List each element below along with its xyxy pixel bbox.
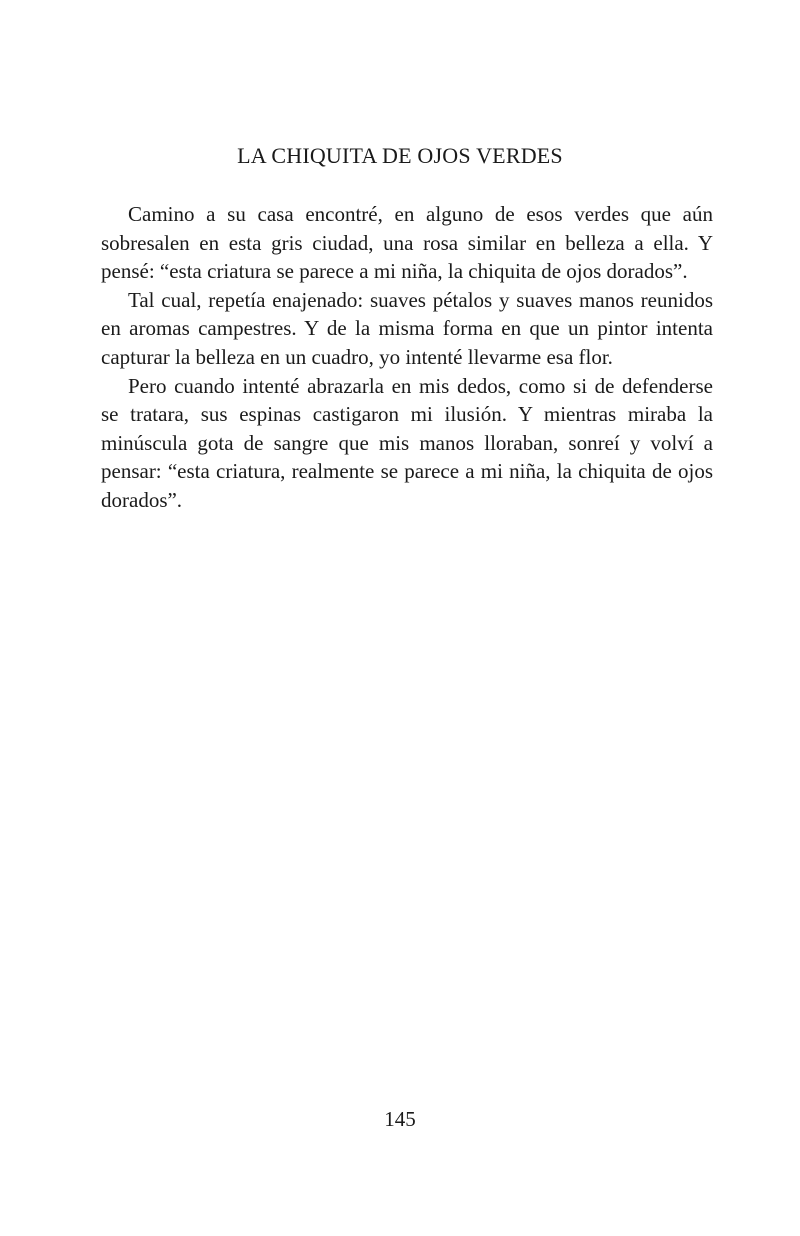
text-line: se tratara, sus espinas castigaron mi ilusión. Y mientras miraba la (101, 402, 713, 427)
page-number: 145 (384, 1107, 416, 1131)
paragraph-1 (101, 200, 713, 286)
text-line: en aromas campestres. Y de la misma forma en que un pintor intenta (101, 316, 713, 341)
chapter-body (101, 200, 713, 515)
chapter-title: LA CHIQUITA DE OJOS VERDES (237, 143, 563, 168)
paragraph-2 (101, 286, 713, 372)
text-line: minúscula gota de sangre que mis manos lloraban, sonreí y volví a (101, 430, 713, 455)
text-line: sobresalen en esta gris ciudad, una rosa similar en belleza a ella. Y (101, 230, 713, 255)
text-line: Pero cuando intenté abrazarla en mis dedos, como si de defenderse (128, 373, 713, 398)
text-line: pensé: “esta criatura se parece a mi niña, la chiquita de ojos dorados”. (101, 259, 688, 284)
text-line: capturar la belleza en un cuadro, yo intenté llevarme esa flor. (101, 344, 613, 369)
text-line: pensar: “esta criatura, realmente se parece a mi niña, la chiquita de ojos (101, 459, 713, 484)
text-line: Camino a su casa encontré, en alguno de esos verdes que aún (128, 202, 713, 226)
text-line: dorados”. (101, 487, 183, 512)
paragraph-3 (101, 372, 713, 515)
text-line: Tal cual, repetía enajenado: suaves pétalos y suaves manos reunidos (128, 287, 713, 312)
